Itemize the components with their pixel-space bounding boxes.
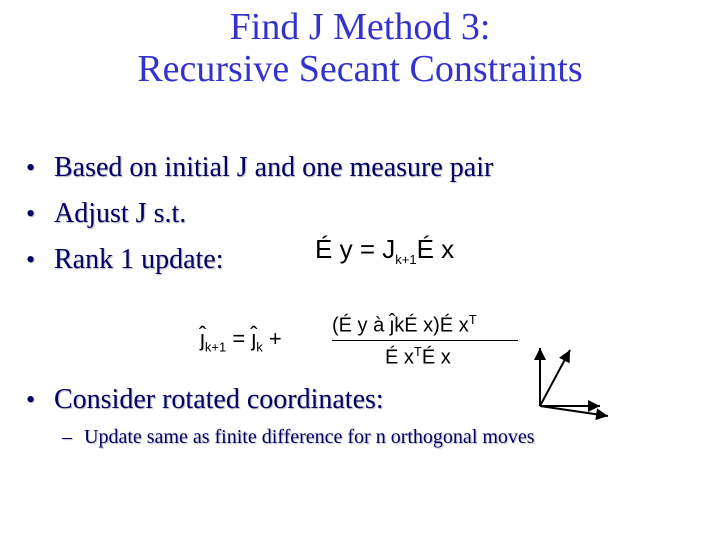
denominator-tail: É x: [421, 346, 451, 369]
bullet-item: [26, 384, 384, 416]
bullet-text: Consider rotated coordinates:: [54, 384, 384, 415]
delta-symbol: É: [416, 234, 434, 264]
bullet-dot: •: [26, 245, 36, 274]
eq-subscript: k: [256, 339, 263, 355]
eq-var-x: x: [441, 234, 455, 264]
slide-title: [0, 6, 720, 90]
bullet-item: [26, 244, 224, 276]
eq-var-y: y: [339, 234, 353, 264]
update-numerator: [332, 312, 477, 338]
sub-bullet-text: Update same as finite difference for n orthogonal moves: [84, 426, 535, 448]
bullet-item: [26, 198, 186, 230]
rotated-axis-1: [540, 350, 570, 406]
eq-subscript: k+1: [204, 339, 227, 355]
bullet-dot: •: [26, 385, 36, 414]
denominator-expr: É x: [385, 346, 414, 369]
eq-plus: +: [268, 326, 282, 351]
fraction-bar: [332, 340, 518, 341]
numerator-expr: (É y à ȷ̂kÉ x)É x: [332, 314, 469, 337]
sub-bullet-dash: –: [62, 426, 72, 448]
update-denominator: [385, 344, 451, 370]
title-line-1: Find J Method 3:: [229, 6, 491, 48]
rotated-axis-2: [540, 406, 608, 416]
eq-superscript: T: [468, 312, 477, 327]
bullet-dot: •: [26, 199, 36, 228]
sub-bullet-item: [62, 426, 535, 449]
eq-superscript: T: [413, 344, 422, 359]
update-lhs: [200, 326, 282, 354]
jacobian-hat: ȷ̂: [200, 326, 205, 351]
eq-subscript: k+1: [395, 252, 417, 268]
delta-symbol: É: [315, 234, 333, 264]
eq-var-J: J: [382, 234, 396, 264]
bullet-dot: •: [26, 153, 36, 182]
rotated-axes-figure: [530, 340, 620, 420]
eq-equals: =: [359, 234, 375, 264]
bullet-item: [26, 152, 493, 184]
eq-equals: =: [232, 326, 246, 351]
bullet-text: Rank 1 update:: [54, 244, 224, 275]
bullet-text: Adjust J s.t.: [54, 198, 187, 229]
title-line-2: Recursive Secant Constraints: [137, 48, 583, 90]
jacobian-hat: ȷ̂: [251, 326, 257, 351]
bullet-text: Based on initial J and one measure pair: [54, 152, 494, 183]
secant-equation: [315, 234, 454, 267]
